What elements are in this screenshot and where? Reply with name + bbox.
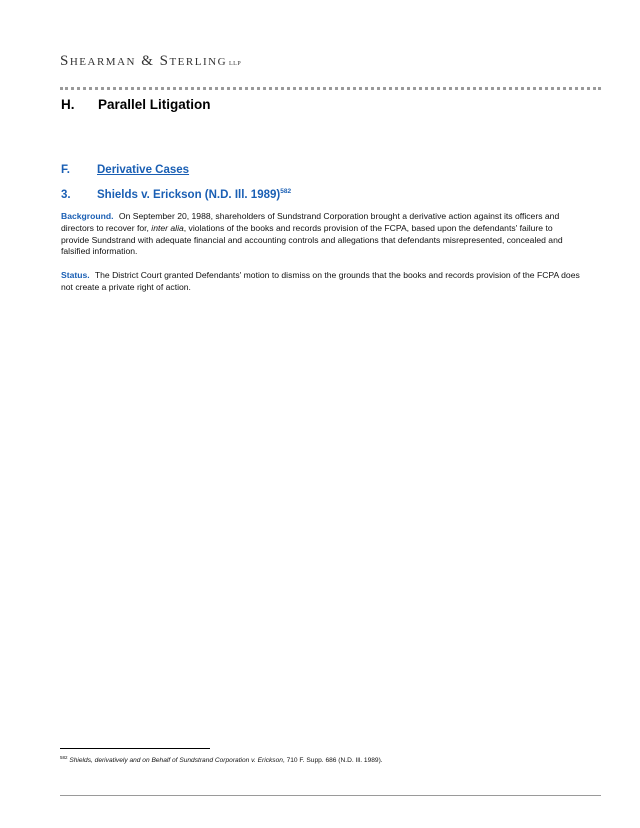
firm-logo: [60, 53, 241, 70]
firm-name: Shearman & Sterling: [60, 53, 228, 69]
case-heading: [61, 188, 291, 201]
status-label: Status.: [61, 270, 90, 280]
background-italic: inter alia: [151, 222, 184, 233]
status-paragraph: [61, 270, 581, 294]
section-link-title: Derivative Cases: [97, 164, 190, 176]
footnote: [60, 755, 383, 764]
background-label: Background.: [61, 211, 114, 221]
header-divider: [60, 87, 601, 90]
background-text-1: On September 20, 1988, shareholders of Sundstrand Corporation brought a derivative action against its officers and directors to recover for,: [61, 211, 560, 233]
case-number: 3.: [61, 188, 71, 201]
section-number: H.: [61, 97, 75, 112]
footer-divider: [60, 795, 601, 796]
footnote-number: 582: [60, 755, 68, 760]
section-link-number: F.: [61, 164, 70, 176]
background-paragraph: [61, 211, 581, 258]
status-text: The District Court granted Defendants' motion to dismiss on the grounds that the books and records provision of the FCPA does not create a private right of action.: [61, 270, 580, 292]
firm-suffix: LLP: [229, 61, 242, 67]
background-text-2: , violations of the books and records provision of the FCPA, based upon the defendants' failure to provide Sundstrand with adequate financial and accounting controls and allegations that defendants misrepresented, concealed and falsified information.: [61, 222, 563, 257]
case-title: Shields v. Erickson (N.D. Ill. 1989): [97, 188, 281, 201]
section-link-derivative-cases[interactable]: [61, 164, 189, 176]
footnote-ref-link[interactable]: 582: [280, 188, 292, 195]
section-heading-h: [61, 97, 211, 112]
footnote-divider: [60, 748, 210, 749]
footnote-citation: , 710 F. Supp. 686 (N.D. Ill. 1989).: [282, 757, 383, 765]
footnote-case-name: Shields, derivatively and on Behalf of Sundstrand Corporation v. Erickson: [69, 757, 283, 765]
section-title: Parallel Litigation: [98, 97, 211, 112]
